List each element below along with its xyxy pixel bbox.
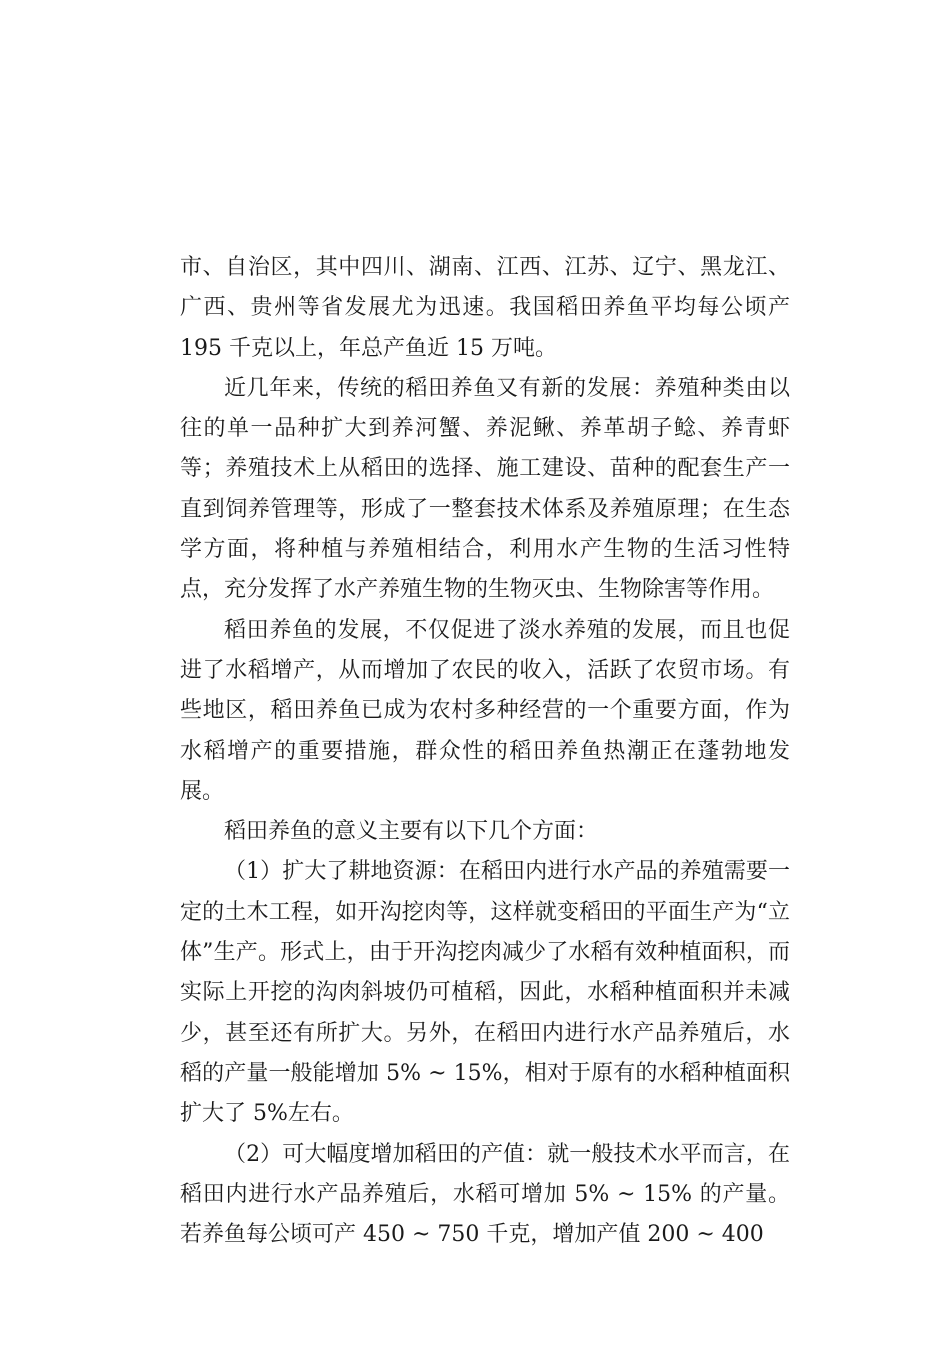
- paragraph-benefits: 稻田养鱼的发展，不仅促进了淡水养殖的发展，而且也促进了水稻增产，从而增加了农民的收入，活跃了农贸市场。有些地区，稻田养鱼已成为农村多种经营的一个重要方面，作为水稻增产的重要措施，群众性的稻田养鱼热潮正在蓬勃地发展。: [180, 617, 790, 804]
- paragraph-point-1: （1）扩大了耕地资源：在稻田内进行水产品的养殖需要一定的土木工程，如开沟挖肉等，这样就变稻田的平面生产为“立体”生产。形式上，由于开沟挖肉减少了水稻有效种植面积，而实际上开挖的沟肉斜坡仍可植稻，因此，水稻种植面积并未减少，甚至还有所扩大。另外，在稻田内进行水产品养殖后，水稻的产量一般能增加 5% ~ 15%，相对于原有的水稻种植面积扩大了 5%左右。: [180, 859, 790, 1127]
- body-text: [180, 248, 790, 1255]
- paragraph-continued: 市、自治区，其中四川、湖南、江西、江苏、辽宁、黑龙江、广西、贵州等省发展尤为迅速。我国稻田养鱼平均每公顷产 195 千克以上，年总产鱼近 15 万吨。: [180, 255, 790, 361]
- paragraph-recent-development: 近几年来，传统的稻田养鱼又有新的发展：养殖种类由以往的单一品种扩大到养河蟹、养泥鳅、养革胡子鲶、养青虾等；养殖技术上从稻田的选择、施工建设、苗种的配套生产一直到饲养管理等，形成了一整套技术体系及养殖原理；在生态学方面，将种植与养殖相结合，利用水产生物的生活习性特点，充分发挥了水产养殖生物的生物灭虫、生物除害等作用。: [180, 375, 790, 603]
- paragraph-point-2: （2）可大幅度增加稻田的产值：就一般技术水平而言，在稻田内进行水产品养殖后，水稻可增加 5% ~ 15% 的产量。若养鱼每公顷可产 450 ~ 750 千克，增加产值 200 ~ 400: [180, 1141, 790, 1248]
- paragraph-significance-intro: 稻田养鱼的意义主要有以下几个方面：: [224, 819, 599, 845]
